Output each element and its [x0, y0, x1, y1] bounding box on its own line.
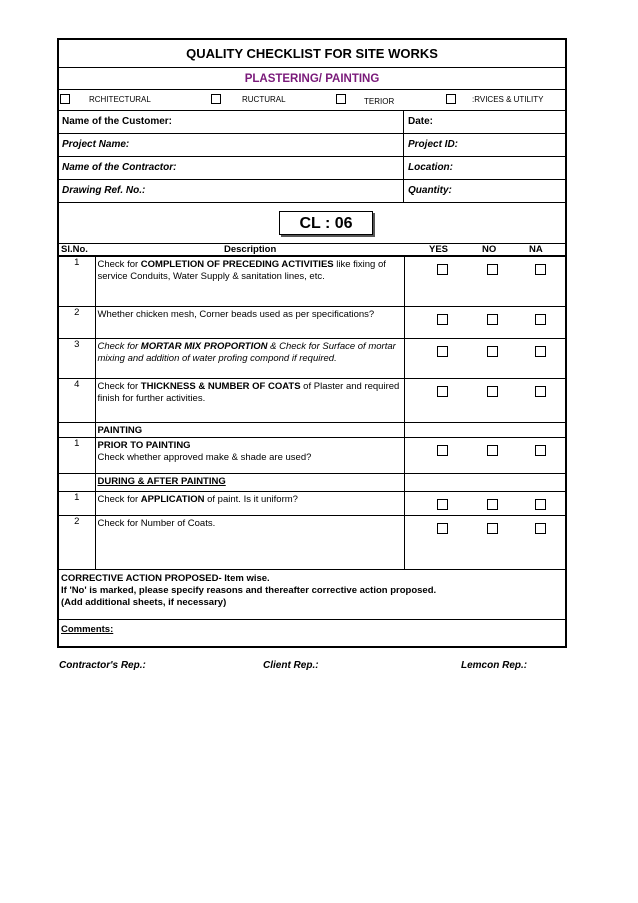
row-checks-empty — [404, 423, 565, 438]
row-number-empty — [59, 423, 95, 438]
row-number: 1 — [59, 257, 95, 307]
desc-text: & Check for Surface of mortar mixing and addition of water profing compond if required. — [97, 341, 396, 364]
na-checkbox[interactable] — [535, 445, 546, 456]
category-checkbox-interior[interactable] — [336, 94, 346, 104]
location-label: Location: — [408, 162, 453, 173]
desc-bold: THICKNESS & NUMBER OF COATS — [140, 381, 301, 392]
row-number: 1 — [59, 492, 95, 516]
row-checks — [404, 492, 565, 516]
divider — [403, 180, 404, 202]
desc-bold: COMPLETION OF PRECEDING ACTIVITIES — [140, 259, 334, 270]
section-header-during-after: DURING & AFTER PAINTING — [95, 474, 404, 492]
row-number: 2 — [59, 307, 95, 339]
row-number: 3 — [59, 339, 95, 379]
na-checkbox[interactable] — [535, 346, 546, 357]
desc-bold: APPLICATION — [140, 494, 205, 505]
yes-checkbox[interactable] — [437, 346, 448, 357]
yes-checkbox[interactable] — [437, 499, 448, 510]
yes-checkbox[interactable] — [437, 314, 448, 325]
row-checks — [404, 438, 565, 474]
category-label-interior: TERIOR — [364, 97, 395, 106]
table-row — [59, 339, 565, 379]
row-checks — [404, 307, 565, 339]
na-checkbox[interactable] — [535, 386, 546, 397]
table-row — [59, 307, 565, 339]
corrective-line-3: (Add additional sheets, if necessary) — [61, 597, 227, 608]
desc-text: of Plaster and required finish for further activities. — [97, 381, 400, 404]
category-checkbox-architectural[interactable] — [60, 94, 70, 104]
row-description — [95, 257, 404, 307]
row-checks — [404, 516, 565, 570]
yes-checkbox[interactable] — [437, 523, 448, 534]
divider — [403, 134, 404, 156]
row-description — [95, 339, 404, 379]
desc-text: Check for — [97, 259, 141, 270]
table-row — [59, 438, 565, 474]
yes-checkbox[interactable] — [437, 386, 448, 397]
na-checkbox[interactable] — [535, 264, 546, 275]
row-number-empty — [59, 474, 95, 492]
cl-code-row — [59, 203, 565, 244]
cl-code-badge: CL : 06 — [279, 211, 373, 235]
category-label-architectural: RCHITECTURAL — [89, 95, 151, 104]
no-checkbox[interactable] — [487, 314, 498, 325]
yes-checkbox[interactable] — [437, 264, 448, 275]
category-checkbox-structural[interactable] — [211, 94, 221, 104]
no-checkbox[interactable] — [487, 499, 498, 510]
section-row — [59, 474, 565, 492]
customer-label: Name of the Customer: — [62, 116, 173, 127]
row-checks — [404, 257, 565, 307]
row-description — [95, 492, 404, 516]
row-description — [95, 379, 404, 423]
corrective-line-2: If 'No' is marked, please specify reasons and thereafter corrective action proposed. — [61, 585, 437, 596]
row-checks — [404, 379, 565, 423]
project-id-label: Project ID: — [408, 139, 459, 150]
desc-text: of paint. Is it uniform? — [204, 494, 298, 505]
info-row-drawing — [59, 180, 565, 203]
desc-bold: PRIOR TO PAINTING — [97, 440, 191, 451]
info-row-contractor — [59, 157, 565, 180]
page-title: QUALITY CHECKLIST FOR SITE WORKS — [59, 40, 565, 68]
category-label-services: :RVICES & UTILITY — [472, 95, 544, 104]
table-row — [59, 379, 565, 423]
category-row — [59, 90, 565, 111]
page-subtitle: PLASTERING/ PAINTING — [59, 68, 565, 90]
project-name-label: Project Name: — [62, 139, 130, 150]
info-row-project — [59, 134, 565, 157]
table-row — [59, 492, 565, 516]
row-description — [95, 438, 404, 474]
desc-text: Check for — [97, 494, 141, 505]
yes-checkbox[interactable] — [437, 445, 448, 456]
row-description: Check for Number of Coats. — [95, 516, 404, 570]
na-checkbox[interactable] — [535, 499, 546, 510]
contractor-rep-label: Contractor's Rep.: — [59, 660, 146, 671]
row-number: 1 — [59, 438, 95, 474]
date-label: Date: — [408, 116, 434, 127]
row-number: 4 — [59, 379, 95, 423]
row-checks-empty — [404, 474, 565, 492]
no-checkbox[interactable] — [487, 386, 498, 397]
category-label-structural: RUCTURAL — [242, 95, 286, 104]
row-number: 2 — [59, 516, 95, 570]
corrective-line-1: CORRECTIVE ACTION PROPOSED- Item wise. — [61, 573, 270, 584]
no-checkbox[interactable] — [487, 264, 498, 275]
divider — [403, 111, 404, 133]
na-checkbox[interactable] — [535, 314, 546, 325]
desc-text: like fixing of service Conduits, Water Supply & sanitation lines, etc. — [97, 259, 386, 282]
section-header-painting: PAINTING — [95, 423, 404, 438]
section-row — [59, 423, 565, 438]
desc-text: Check for — [97, 341, 141, 352]
client-rep-label: Client Rep.: — [263, 660, 319, 671]
quantity-label: Quantity: — [408, 185, 452, 196]
no-checkbox[interactable] — [487, 445, 498, 456]
header-description: Description — [224, 244, 277, 255]
header-no: NO — [482, 244, 497, 255]
no-checkbox[interactable] — [487, 346, 498, 357]
table-row — [59, 516, 565, 570]
checklist-sheet — [57, 38, 567, 671]
row-description: Whether chicken mesh, Corner beads used as per specifications? — [95, 307, 404, 339]
contractor-label: Name of the Contractor: — [62, 162, 177, 173]
checklist-frame — [57, 38, 567, 648]
table-header — [59, 244, 565, 256]
desc-text: Check for — [97, 381, 141, 392]
info-row-customer — [59, 111, 565, 134]
row-checks — [404, 339, 565, 379]
table-row — [59, 257, 565, 307]
no-checkbox[interactable] — [487, 523, 498, 534]
divider — [403, 157, 404, 179]
na-checkbox[interactable] — [535, 523, 546, 534]
corrective-action-box — [59, 570, 565, 620]
header-na: NA — [529, 244, 543, 255]
desc-text: Check whether approved make & shade are used? — [97, 452, 312, 463]
lemcon-rep-label: Lemcon Rep.: — [461, 660, 528, 671]
category-checkbox-services[interactable] — [446, 94, 456, 104]
header-slno: Sl.No. — [61, 244, 88, 255]
header-yes: YES — [429, 244, 449, 255]
desc-bold: MORTAR MIX PROPORTION — [140, 341, 268, 352]
drawing-ref-label: Drawing Ref. No.: — [62, 185, 146, 196]
comments-label[interactable]: Comments: — [61, 624, 114, 635]
checklist-table — [59, 256, 565, 570]
